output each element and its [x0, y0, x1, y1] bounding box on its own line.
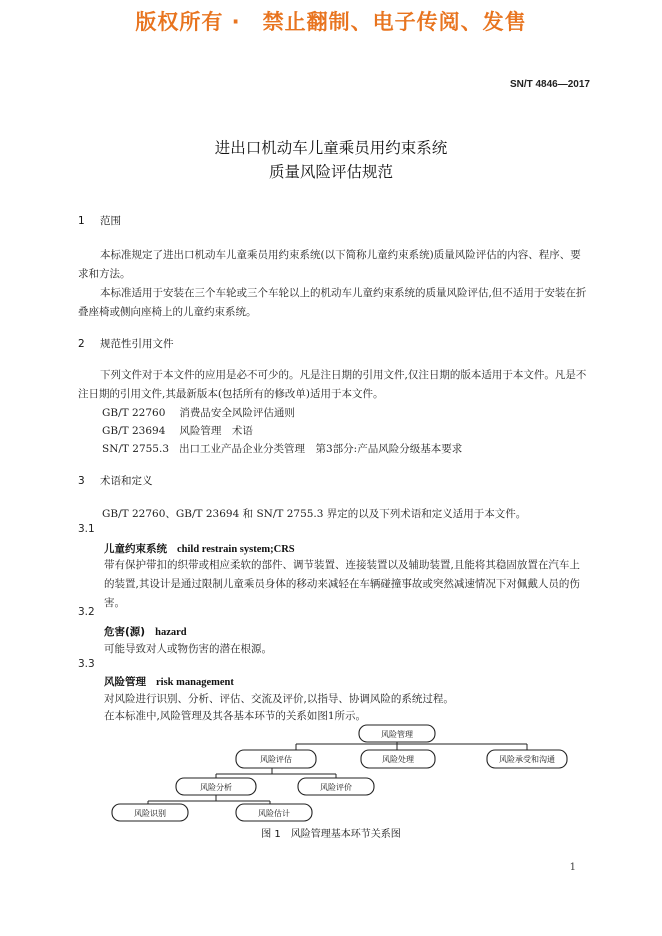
diagram-node-risk-treatment	[361, 750, 435, 768]
diagram-node-risk-evaluation	[298, 778, 374, 795]
connector-assessment-level2	[216, 768, 336, 778]
svg-text:风险分析: 风险分析	[200, 783, 232, 792]
section-1-para-1: 本标准规定了进出口机动车儿童乘员用约束系统(以下简称儿童约束系统)质量风险评估的内容、程序、要求和方法。	[78, 249, 581, 280]
section-title: 范围	[100, 215, 121, 227]
term-cn: 儿童约束系统	[104, 543, 167, 555]
reference-title: 风险管理 术语	[179, 425, 253, 437]
term-definition: 可能导致对人或物伤害的潜在根源。	[104, 643, 272, 655]
reference-title: 出口工业产品企业分类管理 第3部分:产品风险分级基本要求	[179, 443, 463, 455]
section-number: 2	[78, 338, 85, 350]
section-title: 规范性引用文件	[100, 338, 174, 350]
section-2-para-1: 下列文件对于本文件的应用是必不可少的。凡是注日期的引用文件,仅注日期的版本适用于本文件。凡是不注日期的引用文件,其最新版本(包括所有的修改单)适用于本文件。	[78, 369, 587, 400]
reference-title: 消费品安全风险评估通则	[179, 407, 295, 419]
section-1-para-2: 本标准适用于安装在三个车轮或三个车轮以上的机动车儿童约束系统的质量风险评估,但不适用于安装在折叠座椅或侧向座椅上的儿童约束系统。	[78, 287, 587, 318]
reference-item	[102, 405, 295, 420]
term-heading	[104, 674, 234, 689]
term-number: 3.2	[78, 606, 95, 618]
diagram-node-risk-identification	[112, 804, 188, 821]
section-2-heading	[78, 336, 174, 351]
term-en: hazard	[155, 627, 187, 638]
svg-text:风险处理: 风险处理	[382, 755, 414, 764]
term-definition-note: 在本标准中,风险管理及其各基本环节的关系如图1所示。	[104, 710, 367, 722]
document-title-line1: 进出口机动车儿童乘员用约束系统	[214, 139, 448, 157]
diagram-node-risk-assessment	[236, 750, 316, 768]
term-cn: 风险管理	[104, 676, 146, 688]
reference-item	[102, 423, 253, 438]
svg-text:风险识别: 风险识别	[134, 809, 166, 818]
figure-caption: 图 1 风险管理基本环节关系图	[261, 829, 401, 840]
section-3-intro: GB/T 22760、GB/T 23694 和 SN/T 2755.3 界定的以及下列术语和定义适用于本文件。	[102, 508, 527, 520]
term-definition: 带有保护带扣的织带或相应柔软的部件、调节装置、连接装置以及辅助装置,且能将其稳固放置在汽车上的装置,其设计是通过限制儿童乘员身体的移动来减轻在车辆碰撞事故或突然减速情况下对佩戴人员的伤害。	[104, 559, 580, 609]
diagram-node-risk-analysis	[176, 778, 256, 795]
diagram-node-risk-estimation	[236, 804, 312, 821]
document-title-line2: 质量风险评估规范	[268, 163, 393, 181]
risk-management-diagram	[0, 718, 662, 824]
section-number: 1	[78, 215, 85, 227]
section-number: 3	[78, 475, 85, 487]
term-definition: 对风险进行识别、分析、评估、交流及评价,以指导、协调风险的系统过程。	[104, 693, 454, 705]
svg-text:风险评价: 风险评价	[320, 783, 352, 792]
reference-item	[102, 441, 462, 456]
svg-text:风险评估: 风险评估	[260, 755, 292, 764]
term-cn: 危害(源)	[104, 626, 146, 638]
term-en: risk management	[156, 677, 234, 688]
reference-code: GB/T 23694	[102, 425, 166, 437]
page-number: 1	[569, 862, 576, 873]
term-number: 3.3	[78, 658, 95, 670]
connector-root-level1	[296, 742, 527, 750]
diagram-node-risk-management	[359, 725, 435, 742]
svg-text:风险估计: 风险估计	[258, 809, 290, 818]
term-en: child restrain system;CRS	[177, 544, 295, 555]
term-number: 3.1	[78, 523, 95, 535]
section-1-heading	[78, 213, 121, 228]
reference-code: GB/T 22760	[102, 407, 166, 419]
svg-text:风险管理: 风险管理	[381, 730, 413, 739]
section-title: 术语和定义	[100, 475, 153, 487]
diagram-node-risk-acceptance-communication	[487, 750, 567, 768]
term-heading	[104, 541, 295, 556]
standard-number: SN/T 4846—2017	[509, 79, 590, 90]
section-3-heading	[78, 473, 153, 488]
reference-code: SN/T 2755.3	[102, 443, 169, 455]
term-heading	[104, 624, 187, 639]
svg-text:风险承受和沟通: 风险承受和沟通	[499, 755, 555, 764]
connector-analysis-level3	[148, 795, 270, 804]
watermark-banner: 版权所有 · 禁止翻制、电子传阅、发售	[135, 10, 527, 34]
